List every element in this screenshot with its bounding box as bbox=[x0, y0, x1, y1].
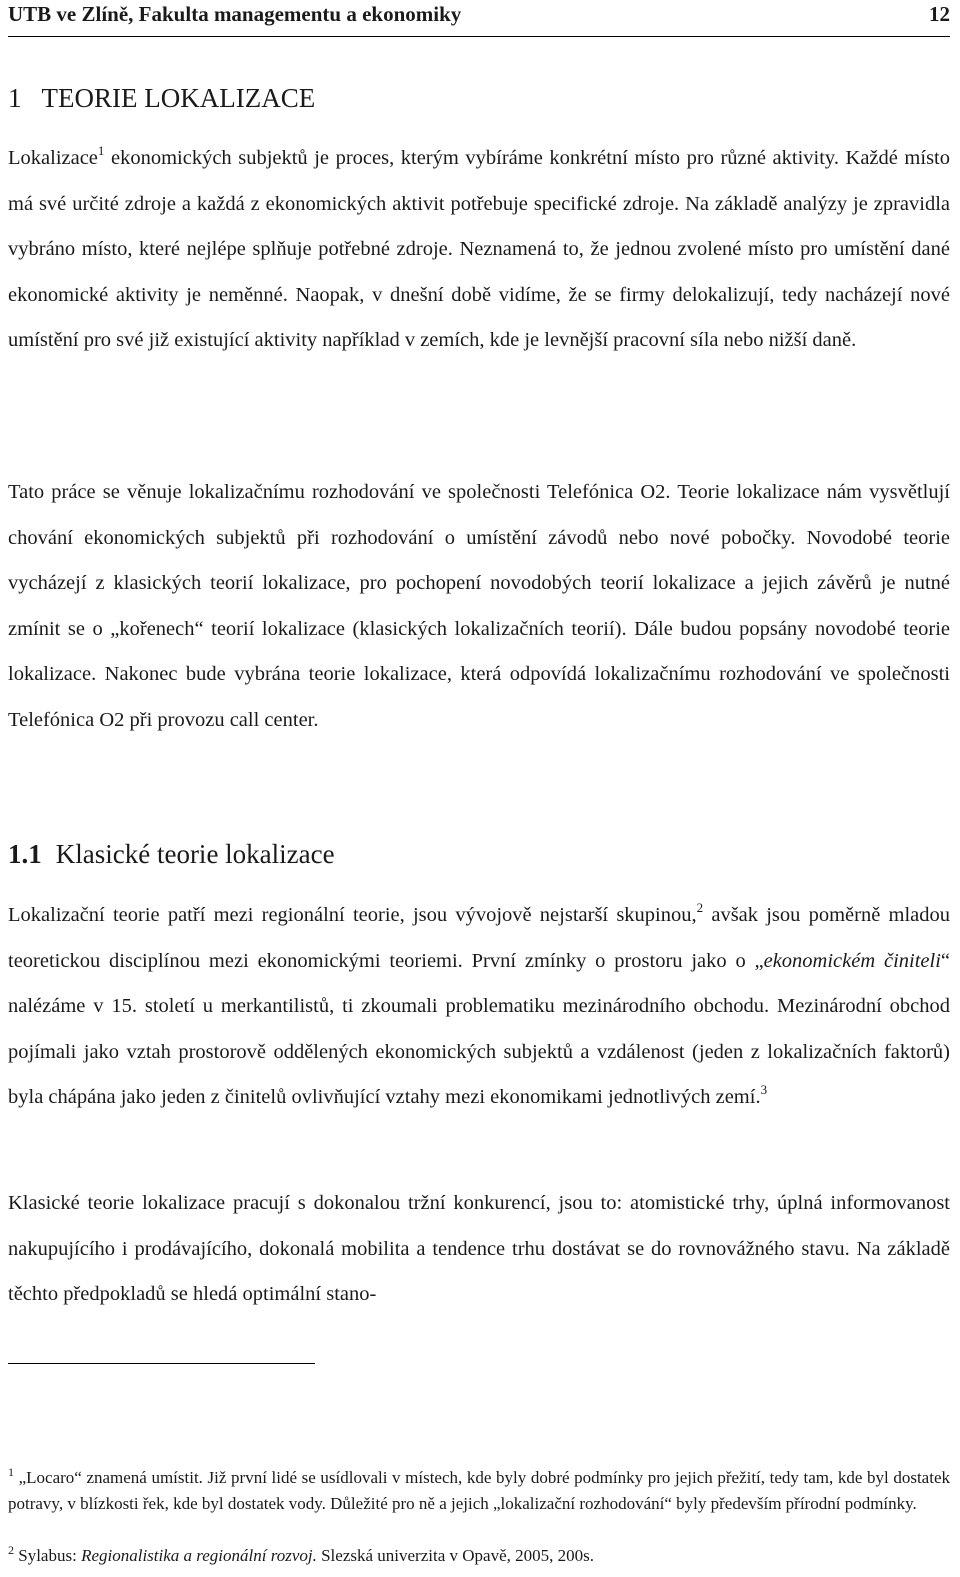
paragraph-classic-mid: avšak jsou poměrně mladou teoretickou disciplínou mezi ekonomickými teoriemi. První zmínky o prostoru jako o „ bbox=[8, 904, 951, 972]
footnote-1-text: „Locaro“ znamená umístit. Již první lidé se usídlovali v místech, kde byly dobré podmínky pro jejich přežití, tedy tam, kde byl dostatek potravy, v blízkosti řek, kde byl dostatek vody. Důležité pro ně a jejich „lokalizační rozhodování“ byly především přírodní podmínky. bbox=[8, 1468, 950, 1513]
header-institution: UTB ve Zlíně, Fakulta managementu a ekonomiky bbox=[8, 2, 462, 26]
footnote-2-publisher: Slezská univerzita v Opavě, 2005, 200s. bbox=[316, 1546, 594, 1565]
paragraph-thesis-scope: Tato práce se věnuje lokalizačnímu rozhodování ve společnosti Telefónica O2. Teorie lokalizace nám vysvětlují chování ekonomických subjektů při rozhodování o umístění závodů nebo nové pobočky. Novodobé teorie vycházejí z klasických teorií lokalizace, pro pochopení novodobých teorií lokalizace a jejich závěrů je nutné zmínit se o „kořenech“ teorií lokalizace (klasických lokalizačních teorií). Dále budou popsány novodobé teorie lokalizace. Nakonec bude vybrána teorie lokalizace, která odpovídá lokalizačnímu rozhodování ve společnosti Telefónica O2 při provozu call center. bbox=[8, 481, 950, 731]
footnote-ref-1: 1 bbox=[97, 143, 105, 158]
paragraph-classic-end: “ nalézáme v 15. století u merkantilistů, ti zkoumali problematiku mezinárodního obchodu. Mezinárodní obchod pojímali jako vztah prostorově oddělených ekonomických subjektů a vzdálenost (jeden z lokalizačních faktorů) byla chápána jako jeden z činitelů ovlivňující vztahy mezi ekonomikami jednotlivých zemí. bbox=[8, 949, 951, 1109]
chapter-title: TEORIE LOKALIZACE bbox=[41, 83, 316, 113]
paragraph-classic-theories bbox=[8, 893, 950, 1121]
chapter-number: 1 bbox=[8, 83, 22, 113]
footnote-2-number: 2 bbox=[8, 1543, 14, 1557]
paragraph-intro-lead: Lokalizace bbox=[8, 147, 98, 169]
section-number: 1.1 bbox=[8, 839, 42, 869]
paragraph-intro-body: ekonomických subjektů je proces, kterým vybíráme konkrétní místo pro různé aktivity. Každé místo má své určité zdroje a každá z ekonomických aktivit potřebuje specifické zdroje. Na základě analýzy je zpravidla vybráno místo, které nejlépe splňuje potřebné zdroje. Neznamená to, že jednou zvolené místo pro umístění dané ekonomické aktivity je neměnné. Naopak, v dnešní době vidíme, že se firmy delokalizují, tedy nacházejí nové umístění pro své již existující aktivity například v zemích, kde je levnější pracovní síla nebo nižší daně. bbox=[8, 147, 950, 352]
running-header bbox=[8, 0, 950, 37]
section-heading bbox=[8, 836, 335, 872]
paragraph-classic-lead: Lokalizační teorie patří mezi regionální teorie, jsou vývojově nejstarší skupinou, bbox=[8, 904, 697, 926]
footnote-1 bbox=[8, 1465, 950, 1517]
footnote-ref-3: 3 bbox=[760, 1082, 768, 1098]
footnote-2-prefix: Sylabus: bbox=[14, 1546, 82, 1565]
paragraph-perfect-competition: Klasické teorie lokalizace pracují s dokonalou tržní konkurencí, jsou to: atomistické trhy, úplná informovanost nakupujícího i prodávajícího, dokonalá mobilita a tendence trhu dostávat se do rovnovážného stavu. Na základě těchto předpokladů se hledá optimální stano- bbox=[8, 1192, 950, 1306]
footnote-2-title: Regionalistika a regionální rozvoj. bbox=[81, 1546, 317, 1565]
paragraph-intro bbox=[8, 136, 950, 364]
footnote-1-number: 1 bbox=[8, 1465, 14, 1479]
footnote-ref-2: 2 bbox=[696, 900, 704, 915]
header-page-number: 12 bbox=[929, 2, 950, 26]
footnote-separator bbox=[8, 1363, 315, 1364]
footnote-2 bbox=[8, 1543, 950, 1569]
section-title: Klasické teorie lokalizace bbox=[55, 839, 335, 869]
emphasis-economic-factor: ekonomickém činiteli bbox=[763, 949, 941, 972]
chapter-heading bbox=[8, 80, 315, 116]
